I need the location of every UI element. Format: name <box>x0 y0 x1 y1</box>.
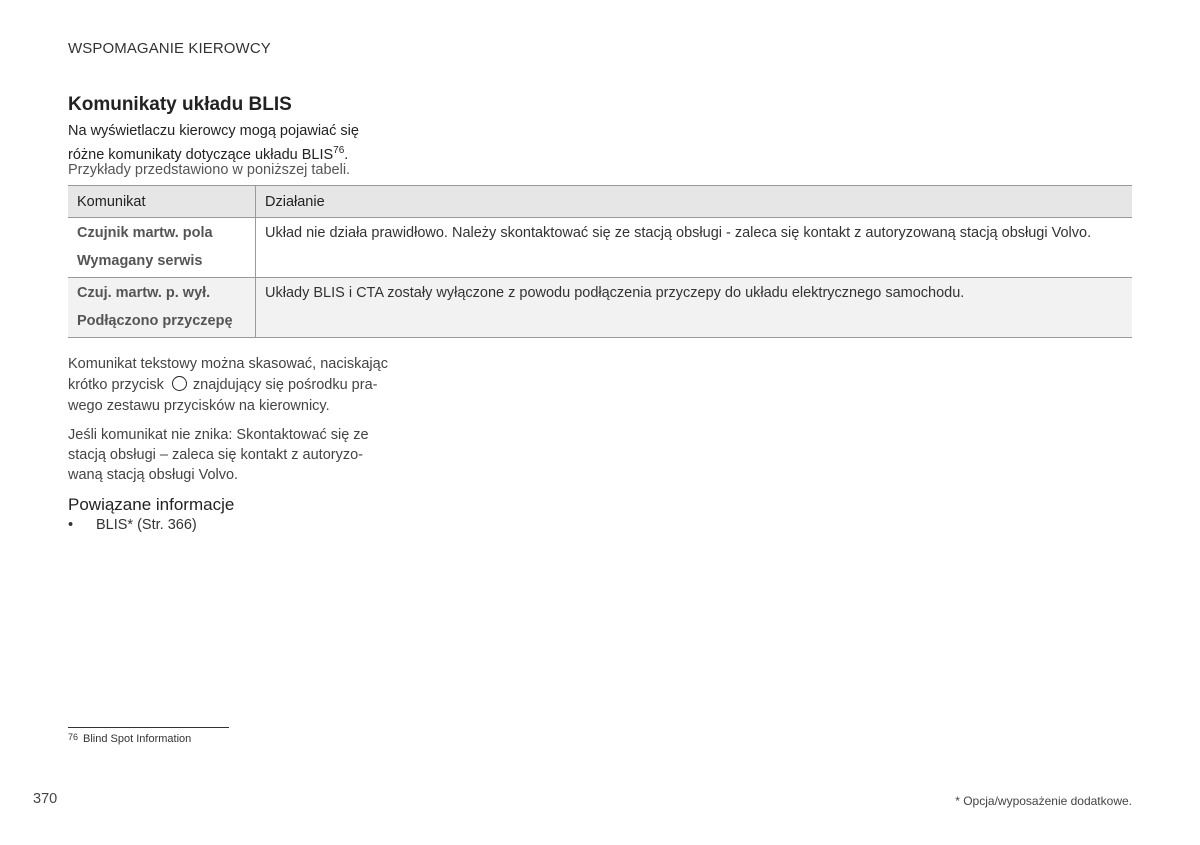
paragraph-line: stacją obsługi – zaleca się kontakt z autoryzo- <box>68 447 363 463</box>
related-info-title: Powiązane informacje <box>68 495 235 514</box>
persistent-message-paragraph <box>68 425 398 485</box>
related-link[interactable]: BLIS* (Str. 366) <box>96 517 197 533</box>
messages-table <box>68 185 1132 338</box>
intro-line-2-text: różne komunikaty dotyczące układu BLIS <box>68 146 334 163</box>
paragraph-line: Jeśli komunikat nie znika: Skontaktować się ze <box>68 427 369 443</box>
footnote-ref[interactable]: 76 <box>333 145 345 156</box>
message-cell <box>68 218 256 278</box>
action-cell <box>256 278 1133 338</box>
circle-button-icon <box>172 376 187 391</box>
intro-line-2-end: . <box>344 146 349 163</box>
footnote <box>68 732 191 745</box>
action-cell <box>256 218 1133 278</box>
column-header-action: Działanie <box>256 186 1133 218</box>
page-title: Komunikaty układu BLIS <box>68 94 292 115</box>
message-cell <box>68 278 256 338</box>
action-text: Układ nie działa prawidłowo. Należy skontaktować się ze stacją obsługi - zaleca się kontakt z autoryzowaną stacją obsługi Volvo. <box>265 225 1092 241</box>
table-header-row <box>68 186 1132 218</box>
message-line: Czujnik martw. pola <box>77 225 213 241</box>
section-header: WSPOMAGANIE KIEROWCY <box>68 40 271 57</box>
intro-subtitle: Przykłady przedstawiono w poniższej tabeli. <box>68 162 351 178</box>
clear-message-paragraph <box>68 354 408 417</box>
paragraph-line: waną stacją obsługi Volvo. <box>68 467 239 483</box>
footnote-text: Blind Spot Information <box>83 733 192 745</box>
message-line: Czuj. martw. p. wył. <box>77 285 211 301</box>
paragraph-text: znajdujący się pośrodku pra- <box>192 377 378 393</box>
intro-text <box>68 121 359 165</box>
message-line: Podłączono przyczepę <box>77 313 233 329</box>
paragraph-line: Komunikat tekstowy można skasować, naciskając <box>68 356 388 372</box>
table-row <box>68 278 1132 338</box>
related-info-item <box>68 517 197 533</box>
bullet: • <box>68 517 74 533</box>
paragraph-line <box>68 375 408 396</box>
paragraph-text: krótko przycisk <box>68 377 164 393</box>
action-text: Układy BLIS i CTA zostały wyłączone z powodu podłączenia przyczepy do układu elektrycznego samochodu. <box>265 285 965 301</box>
paragraph-line: wego zestawu przycisków na kierownicy. <box>68 398 330 414</box>
message-line: Wymagany serwis <box>77 253 203 269</box>
intro-line-1: Na wyświetlaczu kierowcy mogą pojawiać się <box>68 123 359 139</box>
footnote-number: 76 <box>68 732 79 742</box>
footnote-divider <box>68 727 229 728</box>
column-header-message: Komunikat <box>68 186 256 218</box>
optional-equipment-note: * Opcja/wyposażenie dodatkowe. <box>955 794 1132 808</box>
page-number: 370 <box>33 791 58 807</box>
table-row <box>68 218 1132 278</box>
